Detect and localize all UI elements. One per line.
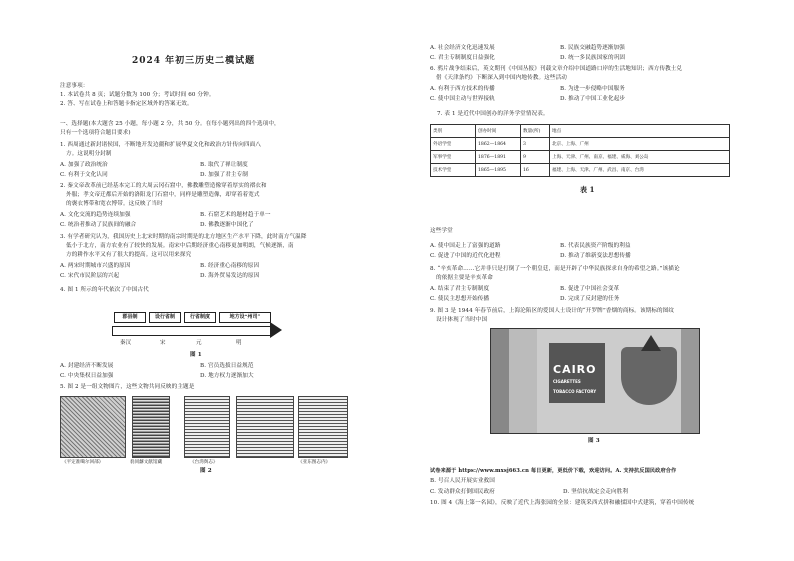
q1-option-d[interactable]: D. 加强了君主专制 — [200, 172, 248, 178]
poster-shield-emblem — [621, 347, 677, 405]
q2-option-b[interactable]: B. 石窟艺术的题材趋于单一 — [200, 212, 271, 218]
figure-3-cigarette-label — [490, 328, 700, 434]
table-cell: 上海、天津、广州、南京、福建、威海、刘公岛 — [550, 151, 730, 164]
q6-option-d[interactable]: D. 推动了中国工业化起步 — [560, 96, 626, 102]
q2-stem-1: 2. 秦文帝改革前已经基本完工的大周云冈石窟中，佛教雕塑造像穿着厚实的褶衣和 — [60, 183, 267, 189]
table-header-count: 数量(所) — [521, 125, 550, 138]
q4-option-b[interactable]: B. 官员选拔日益规范 — [200, 363, 254, 369]
q7-option-a[interactable]: A. 使中国走上了富强的道路 — [430, 243, 501, 249]
poster-strip-right — [681, 329, 699, 434]
q6-option-b[interactable]: B. 为进一步侵略中国服务 — [560, 86, 625, 92]
figure-2-caption-4: 《亚东图志内》 — [298, 460, 331, 465]
q4-option-d[interactable]: D. 地方权力逐渐加大 — [200, 373, 254, 379]
timeline-box-1: 郡县制 — [114, 312, 146, 323]
q4-option-a[interactable]: A. 封建经济不断发展 — [60, 363, 114, 369]
figure-2-image-5 — [298, 396, 348, 458]
figure-2-caption-1: 《平定准噶尔回部》 — [62, 460, 104, 465]
q5-option-b[interactable]: B. 民族交融趋势逐渐加强 — [560, 45, 625, 51]
q9-option-b[interactable]: B. 号召人民开展实业救国 — [430, 478, 495, 484]
section1-intro-2: 只有一个选项符合题目要求) — [60, 130, 131, 136]
poster-cairo-text: CAIRO — [553, 363, 597, 376]
q1-option-b[interactable]: B. 取代了禅让制度 — [200, 162, 248, 168]
q5-option-d[interactable]: D. 统一多民族国家的巩固 — [560, 55, 626, 61]
exam-title: 2024 年初三历史二模试题 — [132, 56, 256, 66]
table-cell: 福建、上海、天津、广州、武昌、南京、台湾 — [550, 164, 730, 177]
source-line-with-q9-option-a: 试卷来源于 https://www.mxsj663.cn 每日更新，更低价下载，欢迎访问。A. 支持抗反国民政府合作 — [430, 468, 677, 474]
q7-stem: 7. 表 1 是近代中国创办的洋务学堂情况表。 — [437, 111, 549, 117]
q3-option-c[interactable]: C. 宋代市民阶层的兴起 — [60, 273, 120, 279]
table-cell: 16 — [521, 164, 550, 177]
table-cell: 北京、上海、广州 — [550, 138, 730, 151]
table-cell: 3 — [521, 138, 550, 151]
notice-heading: 注意事项： — [60, 83, 89, 89]
notice-item-2: 2. 答、写在试卷上和答题卡指定区域外的答案无效。 — [60, 101, 193, 107]
q9-stem-1: 9. 图 3 是 1944 年春节前后，上海沦陷区的爱国人士设计的“开罗牌”香烟的商标。该期标的图纹 — [430, 308, 675, 314]
section1-intro-1: 一、选择题(本大题含 25 小题，每小题 2 分，共 50 分。在每小题列出的四个选项中， — [60, 121, 280, 127]
table-header-row — [431, 125, 730, 138]
q7-option-b[interactable]: B. 代表民族资产阶级的利益 — [560, 243, 631, 249]
figure-2-image-3 — [184, 396, 230, 458]
q10-stem: 10. 图 4《海上第一名园》，反映了近代上海张园的全景：建筑采西式拼和融揉国中式建筑，穿着中国传统 — [430, 500, 695, 506]
q6-stem-2: 借《天津条约》下断深入到中国内地传教。这些活动 — [436, 75, 567, 81]
q3-option-b[interactable]: B. 经济重心南移的原因 — [200, 263, 260, 269]
poster-triangle-emblem — [641, 335, 661, 351]
table-1 — [430, 124, 730, 177]
table-cell: 1862—1864 — [476, 138, 521, 151]
poster-cigarettes-text: CIGARETTES — [553, 379, 581, 384]
timeline-figure-1 — [112, 312, 282, 346]
q1-stem-1: 1. 西周通过新封诸侯国，不断地开发边疆和扩展华夏文化和政治方针传向四面八 — [60, 142, 262, 148]
q5-option-a[interactable]: A. 社会经济文化迅速发展 — [430, 45, 495, 51]
q2-stem-3: 的褒衣博带和宽衣博带。这反映了当时 — [66, 201, 163, 207]
table-header-category: 类别 — [431, 125, 476, 138]
timeline-box-4: 地方设“州司” — [219, 312, 271, 323]
table-cell: 1865—1895 — [476, 164, 521, 177]
q1-option-a[interactable]: A. 加强了政治统治 — [60, 162, 108, 168]
timeline-box-2: 设行省制 — [149, 312, 181, 323]
notice-item-1: 1. 本试卷共 8 页；试题分数为 100 分；考试时间 60 分钟。 — [60, 92, 215, 98]
q8-stem-1: 8. “辛亥革命……它并非只是打倒了一个朝皇廷，而是开辟了中华民族探求自身的希望之路。”该描论 — [430, 266, 680, 272]
figure-1-label: 图 1 — [190, 352, 202, 358]
poster-cairo-panel — [549, 343, 605, 403]
q9-option-d[interactable]: D. 坚信抗战定会走向胜利 — [563, 489, 629, 495]
q9-stem-2: 设计体现了当时中国 — [436, 317, 488, 323]
figure-2-caption-3: 《台湾舆志》 — [190, 460, 218, 465]
q2-option-d[interactable]: D. 佛教逐渐中国化了 — [200, 222, 254, 228]
q7-option-d[interactable]: D. 推动了维新变法思想传播 — [560, 253, 631, 259]
figure-2-caption-2: 翁同龢文献馆藏 — [130, 460, 163, 465]
timeline-dynasty-3: 元 — [196, 340, 202, 346]
timeline-arrowhead — [270, 322, 282, 338]
q8-option-a[interactable]: A. 结束了君主专制制度 — [430, 286, 490, 292]
q4-option-c[interactable]: C. 中央集权日益加强 — [60, 373, 114, 379]
q4-stem: 4. 图 1 所示的年代依次了中国古代 — [60, 287, 149, 293]
poster-strip-middle — [509, 329, 537, 434]
figure-2-label: 图 2 — [200, 468, 212, 474]
q3-stem-1: 3. 有学者研究认为，我国历史上北宋时期的南宗时期是的北方地区生产水平下降，此时南方气温降 — [60, 234, 307, 240]
q2-option-c[interactable]: C. 统治者推动了民族间的融合 — [60, 222, 137, 228]
table-1-label: 表 1 — [580, 185, 595, 194]
q5-option-c[interactable]: C. 君主专制制度日益强化 — [430, 55, 495, 61]
q2-stem-2: 外服；孝文帝迁都后开始的洛阳龙门石窟中，同样是雕塑造像，却穿着着宽式 — [66, 192, 260, 198]
q6-option-c[interactable]: C. 使中国主动与世界接轨 — [430, 96, 495, 102]
table-cell: 技术学堂 — [431, 164, 476, 177]
q8-option-b[interactable]: B. 促进了中国社会变革 — [560, 286, 620, 292]
q9-option-c[interactable]: C. 发动群众打倒国民政府 — [430, 489, 495, 495]
poster-strip-left — [491, 329, 509, 434]
poster-factory-text: TOBACCO FACTORY — [553, 389, 597, 394]
table-cell: 军事学堂 — [431, 151, 476, 164]
q7-option-c[interactable]: C. 促进了中国的近代化进程 — [430, 253, 501, 259]
timeline-dynasty-2: 宋 — [160, 340, 166, 346]
table-cell: 1876—1891 — [476, 151, 521, 164]
q5-stem: 5. 图 2 是一组文物图片，这些文物共同反映的主题是 — [60, 384, 195, 390]
timeline-dynasty-4: 明 — [236, 340, 242, 346]
figure-3-label: 图 3 — [588, 438, 600, 444]
q3-stem-2: 低小于北方，南方农业有了较快的发展。南宋中后期经济重心南移更加明朗，气候逐渐，南 — [66, 243, 294, 249]
timeline-box-3: 行省制度 — [184, 312, 216, 323]
q8-option-c[interactable]: C. 使民主思想开始传播 — [430, 296, 490, 302]
table-row — [431, 164, 730, 177]
table-cell: 外语学堂 — [431, 138, 476, 151]
figure-2-image-1 — [60, 396, 126, 458]
q6-option-a[interactable]: A. 有利于西方技术的传播 — [430, 86, 495, 92]
q3-option-a[interactable]: A. 两宋时期城市兴盛的原因 — [60, 263, 131, 269]
table-header-location: 地点 — [550, 125, 730, 138]
table-row — [431, 138, 730, 151]
figure-2-image-4 — [236, 396, 294, 458]
figure-2-image-2 — [132, 396, 170, 458]
table-row — [431, 151, 730, 164]
q7-lead: 这些学堂 — [430, 228, 453, 234]
q8-stem-2: 的依据主要是辛亥革命 — [436, 275, 493, 281]
timeline-arrow — [112, 326, 273, 336]
q3-option-d[interactable]: D. 海外贸易发达的原因 — [200, 273, 260, 279]
timeline-dynasty-1: 秦汉 — [120, 340, 132, 346]
q6-stem-1: 6. 鸦片战争结束后，英文期刊《中国丛报》刊载文章介绍中国道路口岸的生活地知识；西方传教士兑 — [430, 66, 683, 72]
q1-option-c[interactable]: C. 有利于文化认同 — [60, 172, 108, 178]
q3-stem-3: 方的耕作水平又有了很大的提高。这可以用来探究 — [66, 252, 192, 258]
q8-option-d[interactable]: D. 完成了反封建的任务 — [560, 296, 620, 302]
table-header-time: 创办时间 — [476, 125, 521, 138]
table-cell: 9 — [521, 151, 550, 164]
q1-stem-2: 方。这说明分封制 — [66, 151, 112, 157]
q2-option-a[interactable]: A. 文化交流的趋势连续加强 — [60, 212, 131, 218]
